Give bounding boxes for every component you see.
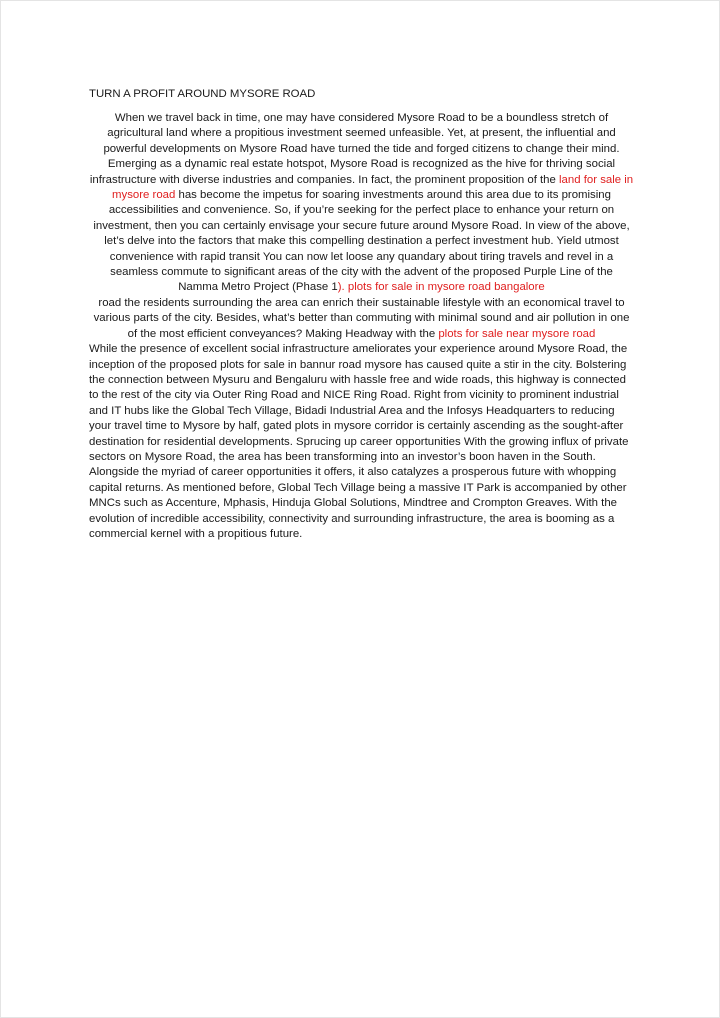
document-content <box>89 87 634 542</box>
paragraph-intro-text-2: has become the impetus for soaring investments around this area due to its promising accessibilities and convenience. So, if you’re seeking for the perfect place to enhance your return on investment, then you can certainly envisage your secure future around Mysore Road. In view of the above, let’s delve into the factors that make this compelling destination a perfect investment hub. Yield utmost convenience with rapid transit You can now let loose any quandary about tiring travels and revel in a seamless commute to significant areas of the city with the advent of the proposed Purple Line of the Namma Metro Project (Phase 1 <box>93 189 630 294</box>
paragraph-intro-text-1: When we travel back in time, one may have considered Mysore Road to be a boundless stretch of agricultural land where a propitious investment seemed unfeasible. Yet, at present, the influential and powerful developments on Mysore Road have turned the tide and forged citizens to change their mind. Emerging as a dynamic real estate hotspot, Mysore Road is recognized as the hive for thriving social infrastructure with diverse industries and companies. In fact, the prominent proposition of the <box>89 112 620 186</box>
paragraph-commute-text: road the residents surrounding the area can enrich their sustainable lifestyle with an economical travel to various parts of the city. Besides, what’s better than commuting with minimal sound and air pollution in one of the most efficient conveyances? Making Headway with the <box>93 296 630 340</box>
paragraph-intro <box>89 111 634 296</box>
paragraph-infrastructure: While the presence of excellent social infrastructure ameliorates your experience around Mysore Road, the inception of the proposed plots for sale in bannur road mysore has caused quite a stir in the city. Bolstering the connection between Mysuru and Bengaluru with hassle free and wide roads, this highway is connected to the rest of the city via Outer Ring Road and NICE Ring Road. Right from vicinity to prominent industrial and IT hubs like the Global Tech Village, Bidadi Industrial Area and the Infosys Headquarters to reducing your travel time to Mysore by half, gated plots in mysore corridor is certainly ascending as the sought-after destination for residential developments. Sprucing up career opportunities With the growing influx of private sectors on Mysore Road, the area has been transforming into an investor’s boon haven in the South. Alongside the myriad of career opportunities it offers, it also catalyzes a prosperous future with whopping capital returns. As mentioned before, Global Tech Village being a massive IT Park is accompanied by other MNCs such as Accenture, Mphasis, Hinduja Global Solutions, Mindtree and Crompton Greaves. With the evolution of incredible accessibility, connectivity and surrounding infrastructure, the area is booming as a commercial kernel with a propitious future. <box>89 343 629 540</box>
link-plots-for-sale-near-mysore-road[interactable]: plots for sale near mysore road <box>438 327 596 340</box>
document-title: TURN A PROFIT AROUND MYSORE ROAD <box>89 88 316 100</box>
link-plots-for-sale-mysore-road-bangalore[interactable]: ). plots for sale in mysore road bangalore <box>337 281 545 294</box>
link-land-for-sale-mysore-road[interactable]: land for sale in mysore road <box>112 173 634 202</box>
paragraph-commute <box>89 296 634 342</box>
